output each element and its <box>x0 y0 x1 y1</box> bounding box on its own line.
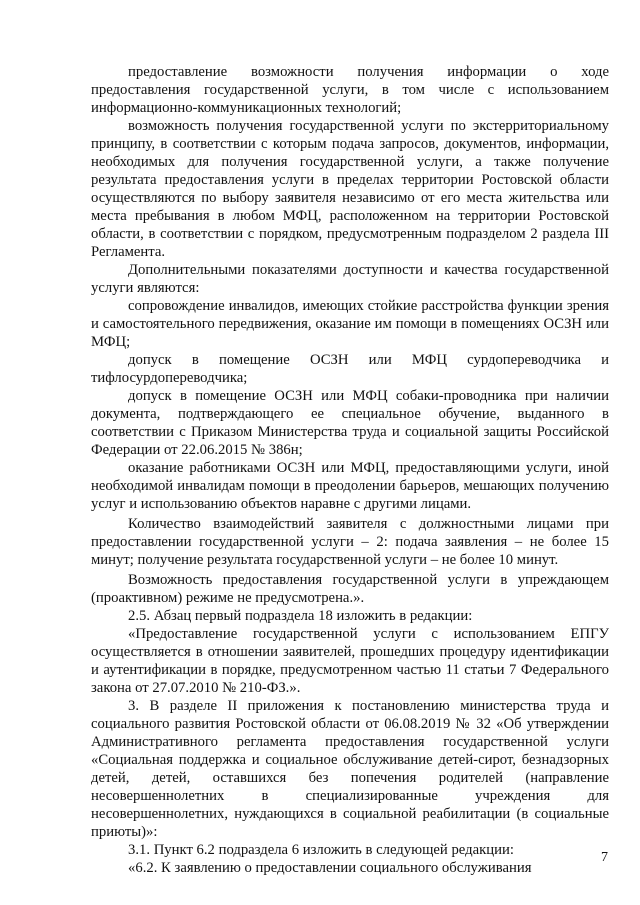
paragraph-interaction-count: Количество взаимодействий заявителя с должностными лицами при предоставлении государственной услуги – 2: подача заявления – не более 15 минут; получение результата государственной услуги – не более 10 минут. <box>91 516 609 568</box>
paragraph-section-3: 3. В разделе II приложения к постановлению министерства труда и социального развития Ростовской области от 06.08.2019 № 32 «Об утверждении Административного регламента предоставления государственной услуги «Социальная поддержка и социальное обслуживание детей-сирот, безнадзорных детей, детей, оставшихся без попечения родителей (направление несовершеннолетних в специализированные учреждения для несовершеннолетних, нуждающихся в социальной реабилитации (в социальные приюты)»: <box>91 698 609 840</box>
paragraph-extraterritorial: возможность получения государственной услуги по экстерриториальному принципу, в соответствии с которым подача запросов, документов, информации, необходимых для получения государственной услуги, а также получение результата предоставления услуги в пределах территории Ростовской области осуществляются по выбору заявителя независимо от его места жительства или места пребывания в любом МФЦ, расположенном на территории Ростовской области, в соответствии с порядком, предусмотренным подразделом 2 раздела III Регламента. <box>91 118 609 260</box>
paragraph-sign-interpreter: допуск в помещение ОСЗН или МФЦ сурдопереводчика и тифлосурдопереводчика; <box>91 352 609 386</box>
paragraph-guide-dog: допуск в помещение ОСЗН или МФЦ собаки-проводника при наличии документа, подтверждающего ее специальное обучение, выданного в соответствии с Приказом Министерства труда и социальной защиты Российской Федерации от 22.06.2015 № 386н; <box>91 388 609 458</box>
paragraph-staff-assistance: оказание работниками ОСЗН или МФЦ, предоставляющими услуги, иной необходимой инвалидам помощи в преодолении барьеров, мешающих получению услуг и использованию объектов наравне с другими лицами. <box>91 460 609 512</box>
paragraph-info-progress: предоставление возможности получения информации о ходе предоставления государственной услуги, в том числе с использованием информационно-коммуникационных технологий; <box>91 64 609 116</box>
page-number: 7 <box>601 850 608 865</box>
paragraph-additional-indicators: Дополнительными показателями доступности и качества государственной услуги являются: <box>91 262 609 296</box>
paragraph-epgu: «Предоставление государственной услуги с использованием ЕПГУ осуществляется в отношении заявителей, прошедших процедуру идентификации и аутентификации в порядке, предусмотренном частью 11 статьи 7 Федерального закона от 27.07.2010 № 210-ФЗ.». <box>91 626 609 696</box>
paragraph-section-6-2: «6.2. К заявлению о предоставлении социального обслуживания <box>128 860 532 876</box>
paragraph-section-2-5: 2.5. Абзац первый подраздела 18 изложить в редакции: <box>128 608 473 624</box>
paragraph-section-3-1: 3.1. Пункт 6.2 подраздела 6 изложить в следующей редакции: <box>128 842 514 858</box>
paragraph-escort-disabled: сопровождение инвалидов, имеющих стойкие расстройства функции зрения и самостоятельного передвижения, оказание им помощи в помещениях ОСЗН или МФЦ; <box>91 298 609 350</box>
paragraph-proactive-mode: Возможность предоставления государственной услуги в упреждающем (проактивном) режиме не предусмотрена.». <box>91 572 609 606</box>
document-body <box>91 63 609 877</box>
